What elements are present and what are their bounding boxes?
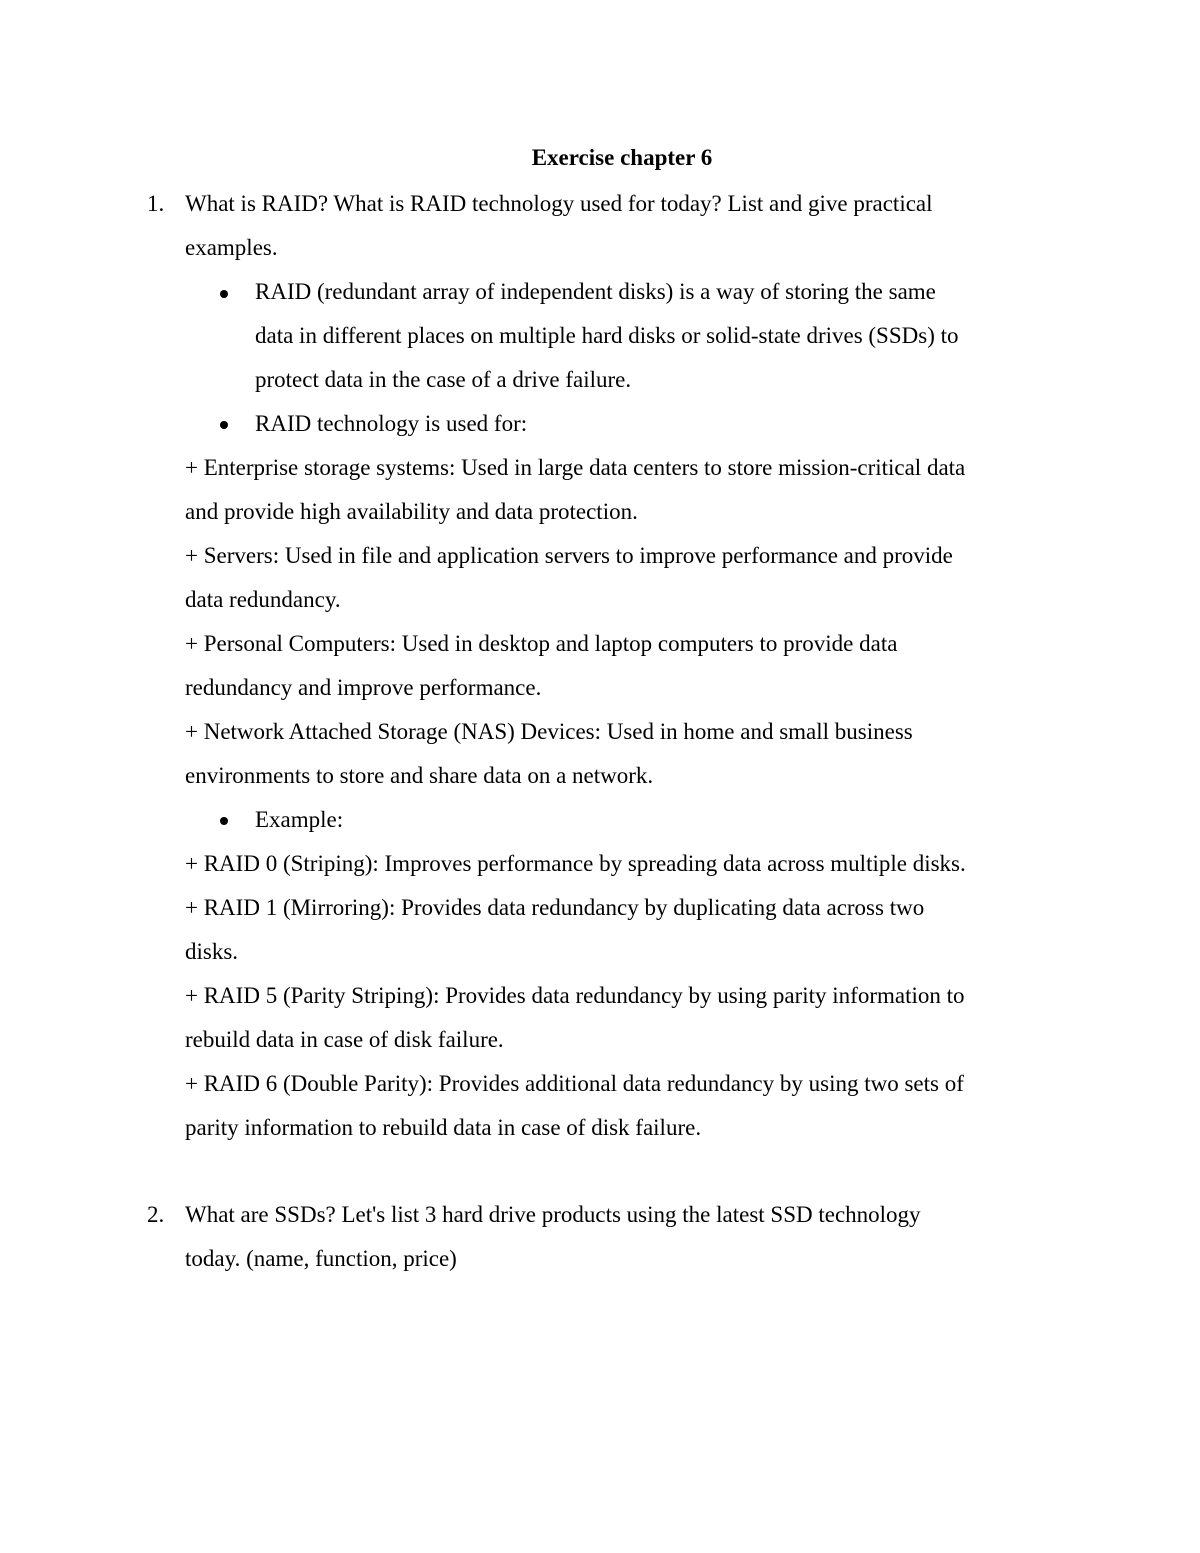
use-item-text: + Personal Computers: Used in desktop and laptop computers to provide data	[185, 631, 898, 656]
definition-text: data in different places on multiple hard disks or solid-state drives (SSDs) to	[255, 323, 959, 348]
use-item-text: data redundancy.	[185, 587, 341, 612]
bullet-heading: Example:	[255, 807, 344, 832]
bullet-heading: RAID technology is used for:	[255, 411, 528, 436]
question-number: 1.	[147, 191, 165, 216]
use-item-text: + Enterprise storage systems: Used in large data centers to store mission-critical data	[185, 455, 966, 480]
bullet-icon	[220, 817, 228, 825]
use-item-text: + Network Attached Storage (NAS) Devices: Used in home and small business	[185, 719, 913, 744]
question-text: What is RAID? What is RAID technology used for today? List and give practical	[185, 191, 933, 216]
example-item-text: + RAID 6 (Double Parity): Provides additional data redundancy by using two sets of	[185, 1071, 964, 1096]
example-item-text: rebuild data in case of disk failure.	[185, 1027, 504, 1052]
use-item-text: + Servers: Used in file and application servers to improve performance and provide	[185, 543, 953, 568]
question-text: examples.	[185, 235, 278, 260]
question-text: today. (name, function, price)	[185, 1246, 457, 1271]
definition-text: protect data in the case of a drive failure.	[255, 367, 632, 392]
document-title: Exercise chapter 6	[531, 145, 713, 170]
use-item-text: and provide high availability and data protection.	[185, 499, 638, 524]
use-item-text: redundancy and improve performance.	[185, 675, 542, 700]
example-item-text: parity information to rebuild data in case of disk failure.	[185, 1115, 702, 1140]
example-item-text: disks.	[185, 939, 239, 964]
question-text: What are SSDs? Let's list 3 hard drive products using the latest SSD technology	[185, 1202, 921, 1227]
bullet-icon	[220, 290, 228, 298]
example-item-text: + RAID 5 (Parity Striping): Provides data redundancy by using parity information to	[185, 983, 965, 1008]
question-number: 2.	[147, 1202, 165, 1227]
example-item-text: + RAID 1 (Mirroring): Provides data redundancy by duplicating data across two	[185, 895, 925, 920]
use-item-text: environments to store and share data on a network.	[185, 763, 654, 788]
example-item-text: + RAID 0 (Striping): Improves performance by spreading data across multiple disks.	[185, 851, 966, 876]
bullet-icon	[220, 421, 228, 429]
definition-text: RAID (redundant array of independent disks) is a way of storing the same	[255, 279, 936, 304]
